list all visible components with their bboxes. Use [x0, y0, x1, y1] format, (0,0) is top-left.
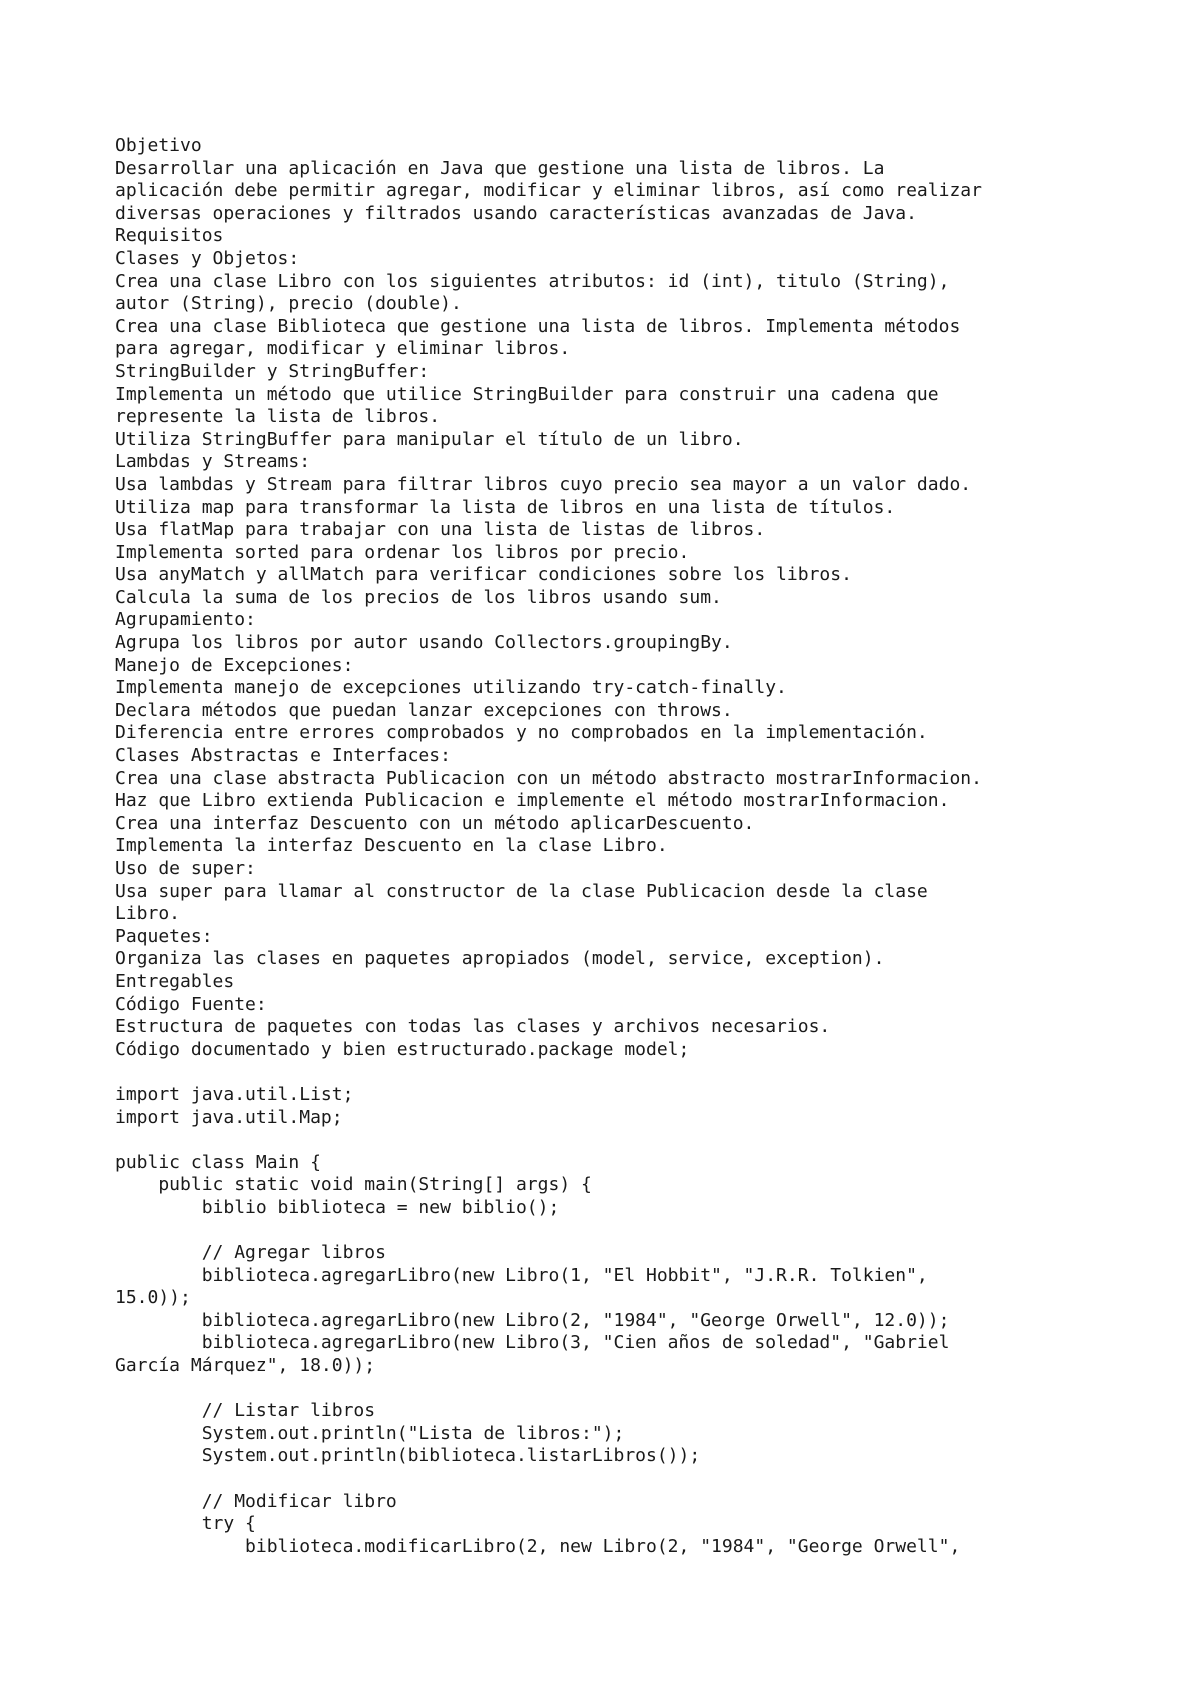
text-line: 15.0)); — [115, 1287, 191, 1309]
text-line: Desarrollar una aplicación en Java que gestione una lista de libros. La — [115, 157, 885, 179]
text-line: Usa flatMap para trabajar con una lista de listas de libros. — [115, 519, 766, 541]
text-line: Uso de super: — [115, 858, 256, 879]
document-body — [115, 135, 1155, 1558]
text-line: Agrupa los libros por autor usando Collectors.groupingBy. — [115, 632, 733, 654]
text-line: Usa anyMatch y allMatch para verificar condiciones sobre los libros. — [115, 564, 852, 586]
text-line: autor (String), precio (double). — [115, 293, 462, 315]
text-line: StringBuilder y StringBuffer: — [115, 360, 430, 382]
text-line: Calcula la suma de los precios de los libros usando sum. — [115, 586, 722, 608]
text-line: Agrupamiento: — [115, 609, 256, 631]
text-line: // Listar libros — [115, 1400, 376, 1422]
text-line: Utiliza map para transformar la lista de libros en una lista de títulos. — [115, 496, 896, 518]
text-line: Implementa manejo de excepciones utilizando try-catch-finally. — [115, 677, 787, 699]
text-line: Implementa un método que utilice StringBuilder para construir una cadena que — [115, 383, 939, 405]
text-line: Clases y Objetos: — [115, 247, 300, 269]
text-line: import java.util.Map; — [115, 1106, 343, 1128]
text-line: Estructura de paquetes con todas las clases y archivos necesarios. — [115, 1016, 831, 1038]
text-line: Entregables — [115, 970, 235, 992]
text-line: biblioteca.agregarLibro(new Libro(1, "El Hobbit", "J.R.R. Tolkien", — [115, 1264, 928, 1286]
text-line: Crea una clase Biblioteca que gestione una lista de libros. Implementa métodos — [115, 315, 961, 337]
text-line: García Márquez", 18.0)); — [115, 1355, 376, 1377]
text-line: Objetivo — [115, 135, 202, 156]
text-line: Organiza las clases en paquetes apropiados (model, service, exception). — [115, 948, 885, 970]
text-line: Clases Abstractas e Interfaces: — [115, 745, 451, 767]
text-line: Requisitos — [115, 225, 224, 247]
text-line: // Modificar libro — [115, 1490, 397, 1512]
text-line: Usa lambdas y Stream para filtrar libros cuyo precio sea mayor a un valor dado. — [115, 473, 972, 495]
text-line: biblio biblioteca = new biblio(); — [115, 1196, 560, 1218]
text-line: try { — [115, 1513, 256, 1535]
text-line: Implementa la interfaz Descuento en la clase Libro. — [115, 835, 668, 857]
text-line: import java.util.List; — [115, 1083, 354, 1105]
text-line: Crea una clase abstracta Publicacion con un método abstracto mostrarInformacion. — [115, 767, 982, 789]
text-line: aplicación debe permitir agregar, modificar y eliminar libros, así como realizar — [115, 180, 982, 202]
text-line: biblioteca.agregarLibro(new Libro(2, "1984", "George Orwell", 12.0)); — [115, 1309, 950, 1331]
text-line: Diferencia entre errores comprobados y no comprobados en la implementación. — [115, 722, 928, 744]
text-line: Código documentado y bien estructurado.package model; — [115, 1038, 690, 1060]
text-line: Usa super para llamar al constructor de la clase Publicacion desde la clase — [115, 880, 928, 902]
blank-line — [115, 1378, 1155, 1401]
text-line: biblioteca.modificarLibro(2, new Libro(2, "1984", "George Orwell", — [115, 1535, 961, 1557]
blank-line — [115, 1468, 1155, 1491]
blank-line — [115, 1061, 1155, 1084]
text-line: Utiliza StringBuffer para manipular el título de un libro. — [115, 428, 744, 450]
text-line: represente la lista de libros. — [115, 406, 441, 428]
text-line: biblioteca.agregarLibro(new Libro(3, "Cien años de soledad", "Gabriel — [115, 1332, 950, 1354]
text-line: Paquetes: — [115, 925, 213, 947]
blank-line — [115, 1220, 1155, 1243]
text-line: Crea una interfaz Descuento con un método aplicarDescuento. — [115, 812, 755, 834]
text-line: // Agregar libros — [115, 1242, 386, 1264]
text-line: Manejo de Excepciones: — [115, 654, 354, 676]
text-line: diversas operaciones y filtrados usando características avanzadas de Java. — [115, 202, 917, 224]
text-line: Libro. — [115, 903, 181, 925]
text-line: Implementa sorted para ordenar los libros por precio. — [115, 541, 690, 563]
text-line: System.out.println("Lista de libros:"); — [115, 1422, 625, 1444]
text-line: public class Main { — [115, 1151, 321, 1173]
text-line: System.out.println(biblioteca.listarLibros()); — [115, 1445, 701, 1467]
text-line: para agregar, modificar y eliminar libros. — [115, 338, 571, 360]
text-line: Código Fuente: — [115, 993, 267, 1015]
blank-line — [115, 1129, 1155, 1152]
text-line: Crea una clase Libro con los siguientes atributos: id (int), titulo (String), — [115, 270, 950, 292]
text-line: Declara métodos que puedan lanzar excepciones con throws. — [115, 699, 733, 721]
text-line: public static void main(String[] args) { — [115, 1174, 592, 1196]
text-line: Lambdas y Streams: — [115, 451, 311, 473]
text-line: Haz que Libro extienda Publicacion e implemente el método mostrarInformacion. — [115, 790, 950, 812]
